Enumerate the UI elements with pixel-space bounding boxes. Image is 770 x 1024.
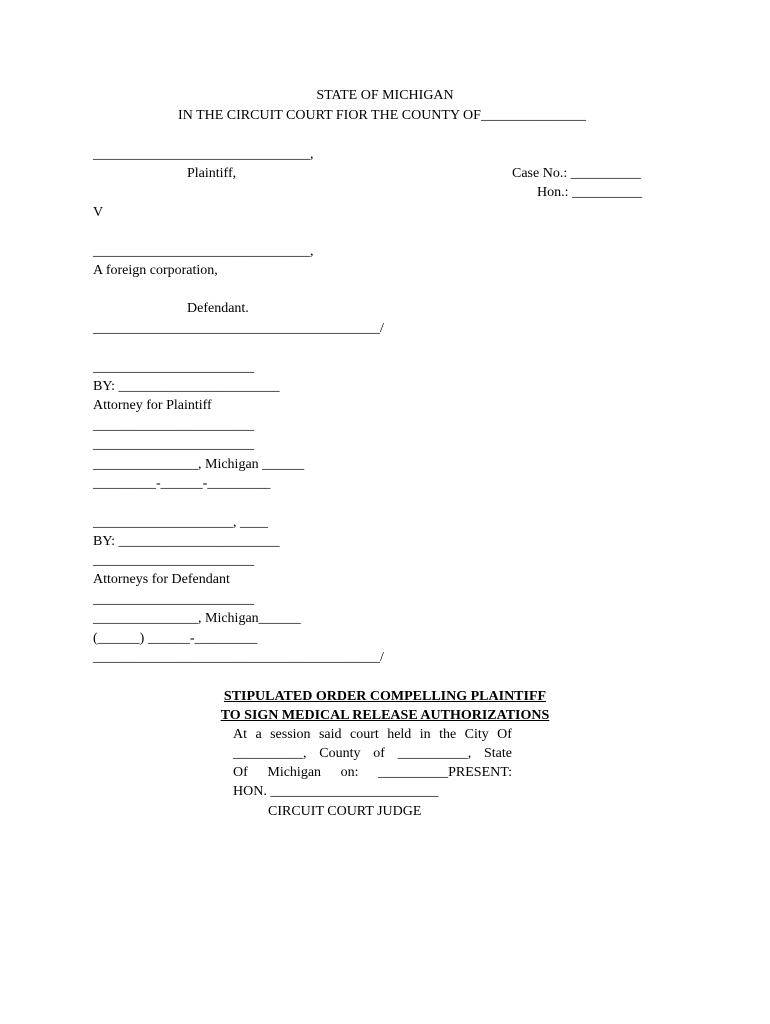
caption-close-line: _________________________________________/	[93, 321, 384, 336]
session-word: Of	[233, 765, 248, 780]
session-hon-line: HON. ________________________	[233, 784, 439, 799]
session-word: in	[419, 727, 431, 742]
plaintiff-attorney-label: Attorney for Plaintiff	[93, 398, 212, 413]
session-word: __________PRESENT:	[378, 765, 512, 780]
plaintiff-label: Plaintiff,	[187, 166, 237, 181]
defendant-attorney-city-line: _______________, Michigan______	[93, 611, 301, 626]
session-word: Michigan	[267, 765, 322, 780]
session-row-2	[233, 746, 512, 762]
plaintiff-attorney-by-line: BY: _______________________	[93, 379, 280, 394]
session-word: held	[387, 727, 412, 742]
session-word: a	[255, 727, 262, 742]
defendant-attorney-close-line: _________________________________________/	[93, 650, 384, 665]
session-word: the	[439, 727, 457, 742]
plaintiff-attorney-city-line: _______________, Michigan ______	[93, 457, 305, 472]
defendant-attorney-by-line: BY: _______________________	[93, 534, 280, 549]
circuit-court-judge-label: CIRCUIT COURT JUDGE	[268, 804, 422, 819]
session-word: __________,	[397, 746, 472, 761]
court-heading: IN THE CIRCUIT COURT FIOR THE COUNTY OF_______________	[178, 108, 586, 123]
session-word: At	[233, 727, 247, 742]
session-word: City	[464, 727, 489, 742]
order-title-line-1: STIPULATED ORDER COMPELLING PLAINTIFF	[223, 689, 547, 704]
defendant-attorney-label: Attorneys for Defendant	[93, 572, 230, 587]
case-number: Case No.: __________	[512, 166, 641, 181]
session-word: said	[318, 727, 342, 742]
session-row-3	[233, 765, 512, 781]
session-word: Of	[497, 727, 512, 742]
session-row-1	[233, 727, 512, 743]
defendant-attorney-address-line: _______________________	[93, 592, 254, 607]
defendant-attorney-phone-line: (______) ______-_________	[93, 631, 258, 646]
session-word: __________,	[233, 746, 307, 761]
foreign-corporation-label: A foreign corporation,	[93, 263, 218, 278]
plaintiff-name-line: _______________________________,	[93, 147, 314, 162]
plaintiff-attorney-address-line: _______________________	[93, 418, 254, 433]
defendant-name-line: _______________________________,	[93, 244, 314, 259]
session-word: session	[270, 727, 311, 742]
session-word: State	[483, 746, 512, 761]
plaintiff-attorney-address-line: _______________________	[93, 437, 254, 452]
session-word: of	[373, 746, 385, 761]
state-heading: STATE OF MICHIGAN	[316, 88, 454, 103]
plaintiff-attorney-phone-line: _________-______-_________	[93, 476, 271, 491]
defendant-attorney-name-line: ____________________, ____	[93, 515, 268, 530]
defendant-label: Defendant.	[187, 301, 249, 316]
session-word: on:	[340, 765, 359, 780]
defendant-attorney-extra-line: _______________________	[93, 553, 254, 568]
session-word: court	[349, 727, 379, 742]
plaintiff-attorney-name-line: _______________________	[93, 360, 254, 375]
versus-label: V	[93, 205, 104, 220]
order-title-line-2: TO SIGN MEDICAL RELEASE AUTHORIZATIONS	[220, 708, 550, 723]
judge-hon: Hon.: __________	[537, 185, 642, 200]
session-word: County	[319, 746, 361, 761]
